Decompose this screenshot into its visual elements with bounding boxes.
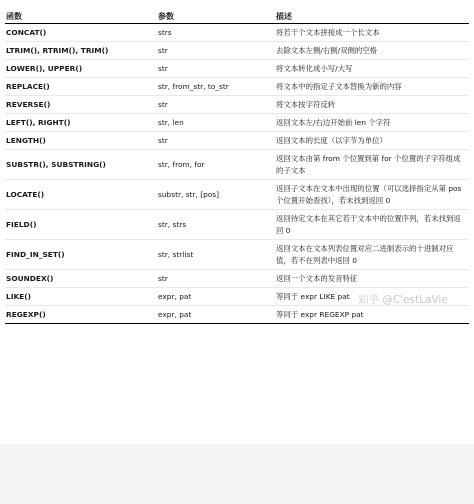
function-description: 返回待定文本在其它若干文本中的位置序列，若未找到返回 0 (275, 210, 469, 240)
function-description: 等同于 expr LIKE pat (275, 288, 469, 306)
function-description: 将文本中的指定子文本替换为新的内容 (275, 78, 469, 96)
function-params: str (157, 60, 275, 78)
table-row (5, 42, 469, 60)
function-name: LOCATE() (5, 180, 157, 210)
function-params: str (157, 96, 275, 114)
bottom-band (0, 444, 474, 504)
function-description: 将若干个文本拼接成一个长文本 (275, 24, 469, 42)
function-params: str, from_str, to_str (157, 78, 275, 96)
function-name: SUBSTR(), SUBSTRING() (5, 150, 157, 180)
function-params: str, strs (157, 210, 275, 240)
function-name: REPLACE() (5, 78, 157, 96)
table-row (5, 132, 469, 150)
watermark: 知乎 @C'estLaVie (358, 294, 448, 306)
table-row (5, 270, 469, 288)
table-row (5, 60, 469, 78)
function-name: CONCAT() (5, 24, 157, 42)
function-params: str (157, 42, 275, 60)
table-row (5, 150, 469, 180)
function-description: 返回一个文本的发音特征 (275, 270, 469, 288)
table-row (5, 78, 469, 96)
table-body (5, 24, 469, 324)
function-params: str, from, for (157, 150, 275, 180)
function-description: 返回文本在文本列表位置对应二进制表示的十进制对应值，若不在列表中返回 0 (275, 240, 469, 270)
table-row (5, 180, 469, 210)
function-description: 返回文本左/右边开始前 len 个字符 (275, 114, 469, 132)
function-name: REGEXP() (5, 306, 157, 324)
function-description: 等同于 expr REGEXP pat (275, 306, 469, 324)
function-name: FIELD() (5, 210, 157, 240)
function-params: expr, pat (157, 306, 275, 324)
table-row (5, 306, 469, 324)
function-name: LENGTH() (5, 132, 157, 150)
function-params: expr, pat (157, 288, 275, 306)
function-params: str (157, 270, 275, 288)
table-header (5, 9, 469, 24)
table-row (5, 24, 469, 42)
function-name: LEFT(), RIGHT() (5, 114, 157, 132)
function-description: 返回文本由第 from 个位置到第 for 个位置的子字符组成的子文本 (275, 150, 469, 180)
function-params: str, strlist (157, 240, 275, 270)
table-row (5, 240, 469, 270)
header-description: 描述 (275, 9, 469, 24)
function-name: LTRIM(), RTRIM(), TRIM() (5, 42, 157, 60)
function-name: SOUNDEX() (5, 270, 157, 288)
function-description: 返回子文本在文本中出现的位置（可以选择指定从第 pos 个位置开始查找），若未找到返回 0 (275, 180, 469, 210)
function-description: 返回文本的长度（以字节为单位） (275, 132, 469, 150)
function-name: LOWER(), UPPER() (5, 60, 157, 78)
function-params: str (157, 132, 275, 150)
table-row (5, 96, 469, 114)
function-name: FIND_IN_SET() (5, 240, 157, 270)
header-row (5, 9, 469, 24)
function-name: REVERSE() (5, 96, 157, 114)
function-params: substr, str, [pos] (157, 180, 275, 210)
function-table (5, 9, 469, 324)
function-params: strs (157, 24, 275, 42)
function-name: LIKE() (5, 288, 157, 306)
table-row (5, 114, 469, 132)
function-description: 将文本按字符反转 (275, 96, 469, 114)
function-description: 去除文本左侧/右侧/双侧的空格 (275, 42, 469, 60)
function-params: str, len (157, 114, 275, 132)
table-row (5, 210, 469, 240)
header-function: 函数 (5, 9, 157, 24)
function-description: 将文本转化成小写/大写 (275, 60, 469, 78)
header-params: 参数 (157, 9, 275, 24)
